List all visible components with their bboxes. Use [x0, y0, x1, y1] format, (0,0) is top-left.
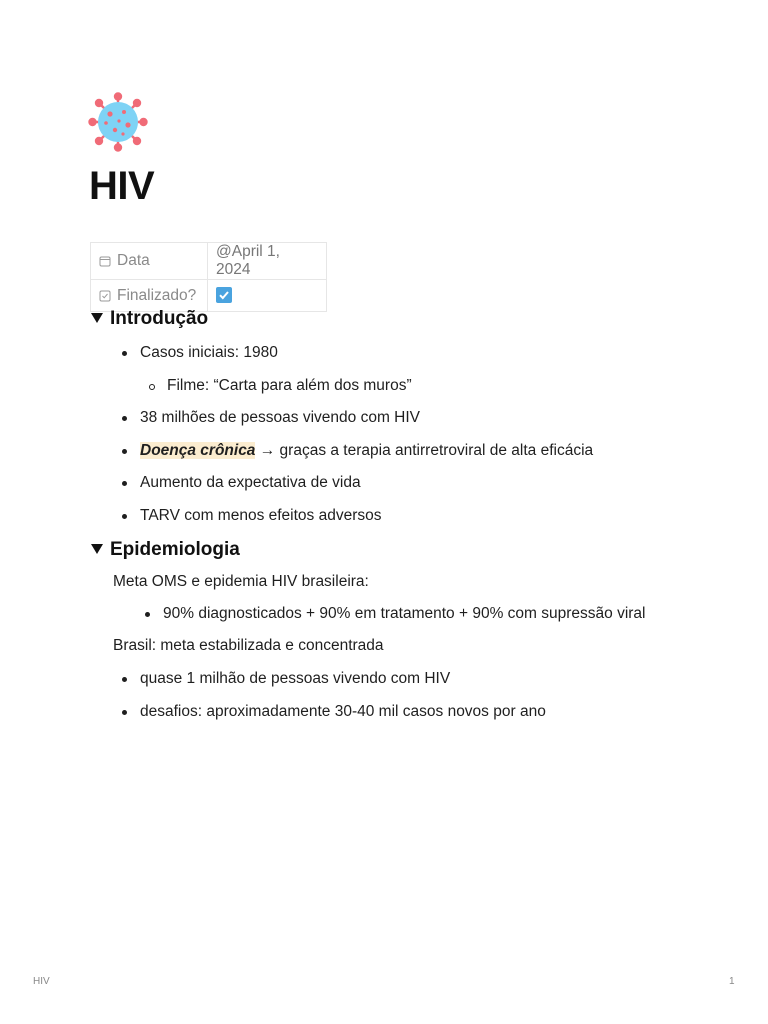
paragraph: Brasil: meta estabilizada e concentrada — [113, 637, 384, 654]
property-value-checkbox[interactable] — [208, 280, 327, 312]
paragraph: Meta OMS e epidemia HIV brasileira: — [113, 573, 369, 590]
microbe-icon[interactable] — [88, 92, 148, 152]
calendar-icon — [99, 255, 111, 267]
property-value-date[interactable]: @April 1, 2024 — [208, 243, 327, 280]
checked-checkbox[interactable] — [216, 287, 232, 303]
footer-title: HIV — [33, 976, 50, 987]
page-number: 1 — [729, 976, 735, 987]
epidemiologia-list — [140, 669, 546, 734]
property-row-data[interactable] — [91, 243, 327, 280]
toggle-heading-epidemiologia[interactable] — [90, 538, 240, 562]
property-label: Finalizado? — [117, 286, 197, 304]
check-icon — [218, 289, 230, 301]
introducao-sublist — [167, 376, 412, 409]
introducao-list-continued — [140, 408, 593, 539]
list-item: Aumento da expectativa de vida — [140, 473, 593, 506]
list-item: Doença crônica → graças a terapia antirretroviral de alta eficácia — [140, 441, 593, 474]
property-key-data — [91, 243, 208, 280]
list-item: desafios: aproximadamente 30-40 mil casos novos por ano — [140, 702, 546, 735]
toggle-heading-introducao[interactable] — [90, 307, 208, 331]
properties-table — [90, 242, 327, 312]
heading-label: Introdução — [110, 308, 209, 329]
list-item: 90% diagnosticados + 90% em tratamento + 90% com supressão viral — [163, 604, 645, 637]
highlighted-text: Doença crônica — [140, 441, 256, 459]
list-item: Filme: “Carta para além dos muros” — [167, 376, 412, 409]
toggle-triangle-icon[interactable] — [90, 307, 104, 331]
list-item: 38 milhões de pessoas vivendo com HIV — [140, 408, 593, 441]
toggle-triangle-icon[interactable] — [90, 538, 104, 562]
list-item: Casos iniciais: 1980 — [140, 343, 278, 376]
introducao-list — [140, 343, 278, 376]
list-item: TARV com menos efeitos adversos — [140, 506, 593, 539]
list-item: quase 1 milhão de pessoas vivendo com HIV — [140, 669, 546, 702]
property-label: Data — [117, 252, 150, 269]
heading-label: Epidemiologia — [110, 539, 240, 560]
page-title[interactable]: HIV — [89, 164, 155, 208]
epidemiologia-sublist — [163, 604, 645, 637]
checkbox-property-icon — [99, 290, 111, 302]
